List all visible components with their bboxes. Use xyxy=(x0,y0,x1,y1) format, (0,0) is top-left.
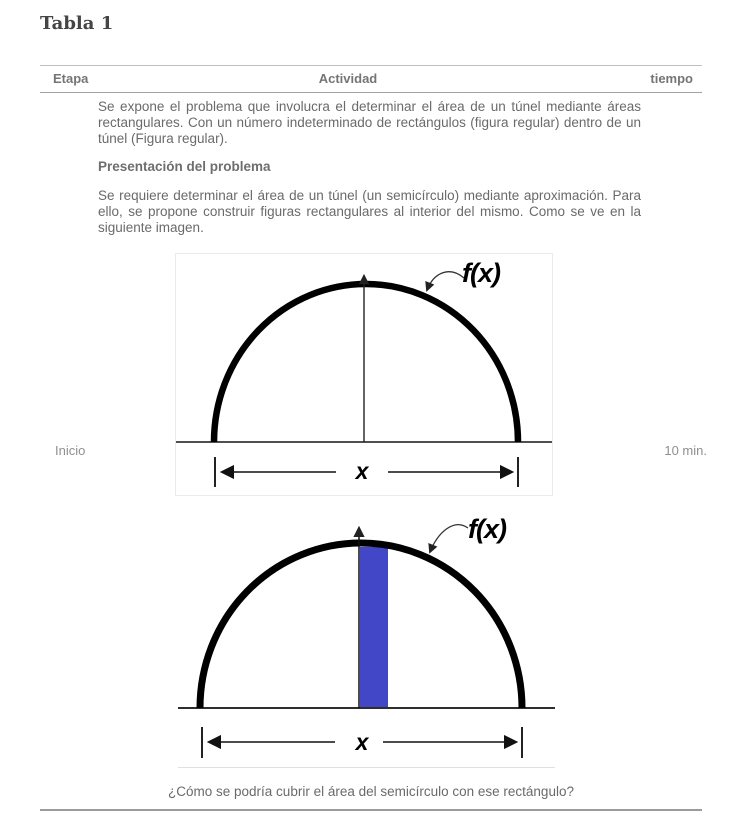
inscribed-rectangle xyxy=(360,547,388,708)
table-header-tiempo: tiempo xyxy=(650,71,693,86)
figure-semicircle-plain xyxy=(175,253,553,496)
figure-semicircle-rectangle xyxy=(178,510,555,768)
x-width-label: x xyxy=(355,729,369,755)
page-title: Tabla 1 xyxy=(40,13,114,34)
table-cell-etapa: Inicio xyxy=(55,443,86,458)
table-cell-actividad xyxy=(98,99,641,236)
actividad-paragraph-1: Se expone el problema que involucra el determinar el área de un túnel mediante áreas rectangulares. Con un número indeterminado de rectángulos (figura regular) dentro de un túnel (Figura regular). xyxy=(98,99,641,147)
table-header-etapa: Etapa xyxy=(53,71,89,86)
table-top-rule xyxy=(40,65,702,66)
fx-function-label: f(x) xyxy=(468,514,506,544)
question-caption: ¿Cómo se podría cubrir el área del semicírculo con ese rectángulo? xyxy=(168,784,574,799)
fx-function-label: f(x) xyxy=(462,258,500,288)
table-cell-tiempo: 10 min. xyxy=(664,443,707,458)
actividad-subheading: Presentación del problema xyxy=(98,158,271,174)
semicircle-arc xyxy=(214,284,518,442)
table-header-rule xyxy=(40,92,702,93)
x-width-label: x xyxy=(355,458,369,484)
table-bottom-rule xyxy=(40,809,702,811)
actividad-paragraph-2: Se requiere determinar el área de un túnel (un semicírculo) mediante aproximación. Para ello, se propone construir figuras rectangulares al interior del mismo. Como se ve en la siguiente imagen. xyxy=(98,187,641,236)
fx-pointer-arrow xyxy=(427,272,464,290)
fx-pointer-arrow xyxy=(430,525,468,552)
table-header-actividad: Actividad xyxy=(318,71,378,86)
